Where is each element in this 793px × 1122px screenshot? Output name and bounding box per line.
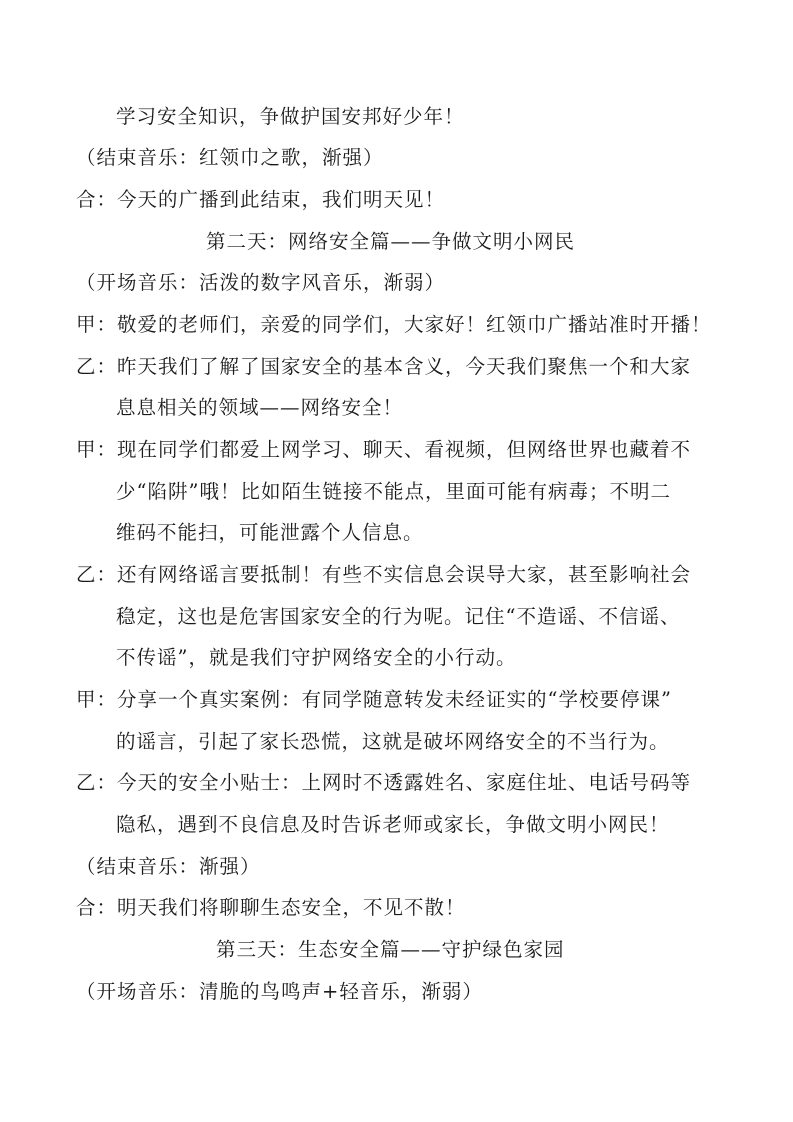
dialogue-line: 合：今天的广播到此结束，我们明天见！	[76, 188, 446, 211]
section-heading: 第二天：网络安全篇——争做文明小网民	[206, 230, 576, 253]
stage-direction: （结束音乐：红领巾之歌，渐强）	[76, 146, 384, 169]
dialogue-line: 甲：现在同学们都爱上网学习、聊天、看视频，但网络世界也藏着不	[76, 438, 692, 461]
dialogue-line: 乙：还有网络谣言要抵制！有些不实信息会误导大家，甚至影响社会	[76, 563, 692, 586]
dialogue-line-continued: 维码不能扫，可能泄露个人信息。	[116, 521, 424, 544]
stage-direction: （结束音乐：渐强）	[76, 855, 261, 878]
dialogue-line-continued: 息息相关的领域——网络安全！	[116, 396, 404, 419]
stage-direction: （开场音乐：清脆的鸟鸣声+轻音乐，渐弱）	[76, 980, 483, 1003]
paragraph-line: 学习安全知识，争做护国安邦好少年！	[116, 105, 465, 128]
dialogue-line-continued: 隐私，遇到不良信息及时告诉老师或家长，争做文明小网民！	[116, 813, 670, 836]
dialogue-line: 乙：昨天我们了解了国家安全的基本含义，今天我们聚焦一个和大家	[76, 355, 692, 378]
dialogue-line: 乙：今天的安全小贴士：上网时不透露姓名、家庭住址、电话号码等	[76, 771, 692, 794]
dialogue-line: 合：明天我们将聊聊生态安全，不见不散！	[76, 896, 466, 919]
stage-direction: （开场音乐：活泼的数字风音乐，渐弱）	[76, 271, 446, 294]
dialogue-line-continued: 稳定，这也是危害国家安全的行为呢。记住“不造谣、不信谣、	[116, 605, 681, 628]
dialogue-line: 甲：敬爱的老师们，亲爱的同学们，大家好！红领巾广播站准时开播！	[76, 313, 712, 336]
dialogue-line-continued: 少“陷阱”哦！比如陌生链接不能点，里面可能有病毒；不明二	[116, 480, 671, 503]
dialogue-line-continued: 的谣言，引起了家长恐慌，这就是破坏网络安全的不当行为。	[116, 730, 670, 753]
dialogue-line-continued: 不传谣”，就是我们守护网络安全的小行动。	[116, 646, 517, 669]
dialogue-line: 甲：分享一个真实案例：有同学随意转发未经证实的“学校要停课”	[76, 688, 672, 711]
section-heading: 第三天：生态安全篇——守护绿色家园	[216, 938, 565, 961]
